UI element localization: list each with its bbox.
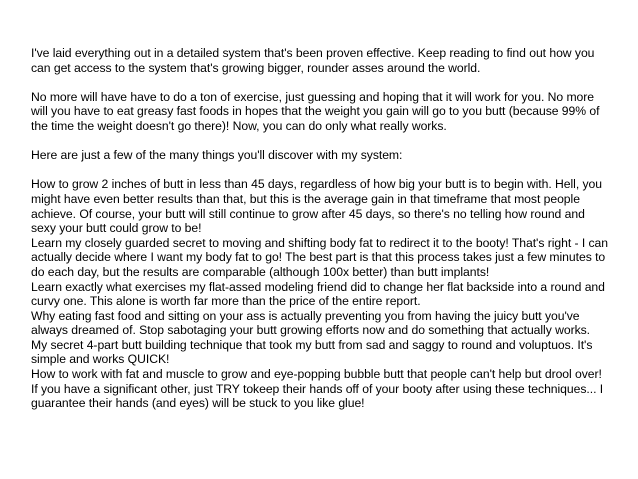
list-item: Why eating fast food and sitting on your ass is actually preventing you from having the juicy butt you've always dreamed of. Stop sabotaging your butt growing efforts now and do something that actually works. [31, 308, 591, 338]
list-item: How to grow 2 inches of butt in less than 45 days, regardless of how big your butt is to begin with. Hell, you might have even better results than that, but this is the average gain in that timeframe that most people achieve. Of course, your butt will still continue to grow after 45 days, so there's no telling how round and sexy your butt could grow to be! [31, 177, 603, 236]
list-item: Learn exactly what exercises my flat-assed modeling friend did to change her flat backside into a round and curvy one. This alone is worth far more than the price of the entire report. [31, 279, 605, 309]
list-item: Learn my closely guarded secret to moving and shifting body fat to redirect it to the booty! That's right - I can actually decide where I want my body fat to go! The best part is that this process takes just a few minutes to do each day, but the results are comparable (although 100x better) than butt implants! [31, 235, 609, 279]
promise-paragraph: No more will have have to do a ton of exercise, just guessing and hoping that it will work for you. No more will you have to eat greasy fast foods in hopes that the weight you gain will go to you butt (because 99% of the time the weight doesn't go there)! Now, you can do only what really works. [31, 89, 600, 133]
list-item: How to work with fat and muscle to grow and eye-popping bubble butt that people can't help but drool over! If you have a significant other, just TRY tokeep their hands off of your booty after using these techniques... I guarantee their hands (and eyes) will be stuck to you like glue! [31, 367, 604, 411]
list-item: My secret 4-part butt building technique that took my butt from sad and saggy to round and voluptuos. It's simple and works QUICK! [31, 337, 593, 367]
benefits-list [31, 177, 611, 411]
document-body [31, 46, 611, 411]
intro-paragraph: I've laid everything out in a detailed system that's been proven effective. Keep reading to find out how you can get access to the system that's growing bigger, rounder asses around the world. [31, 46, 595, 75]
list-intro-paragraph: Here are just a few of the many things you'll discover with my system: [31, 148, 403, 163]
